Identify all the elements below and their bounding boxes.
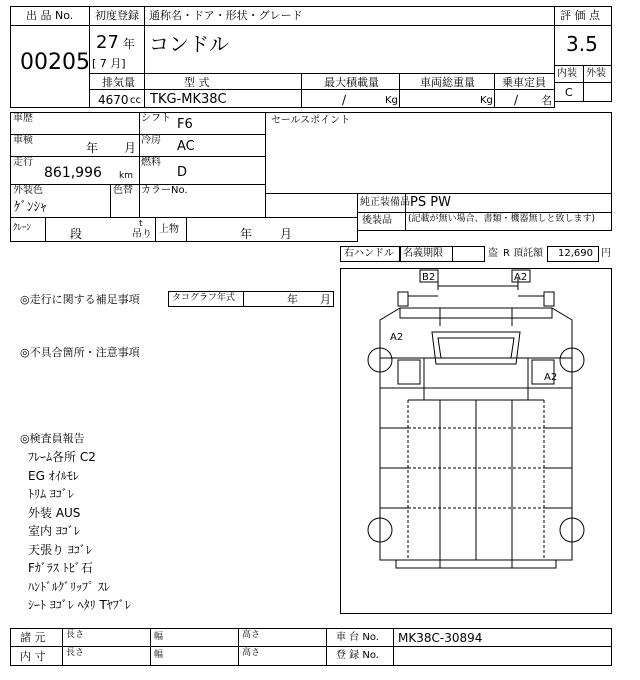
color-code-label: カラーNo. bbox=[141, 185, 188, 196]
aircon-value: AC bbox=[177, 139, 195, 154]
capacity-label: 乗車定員 bbox=[502, 76, 546, 89]
max-load-value: / bbox=[342, 93, 347, 107]
inspector-report-label: ◎検査員報告 bbox=[20, 432, 85, 445]
odometer-unit: 円 bbox=[601, 248, 611, 259]
cc-unit: cc bbox=[130, 95, 141, 106]
inspection-year-unit: 年 bbox=[86, 141, 99, 155]
odometer-label: R 頂託額 bbox=[503, 248, 544, 259]
inspection-label: 車検 bbox=[13, 135, 33, 146]
registration-number-label: 登 録 No. bbox=[336, 650, 379, 661]
sales-points-label: セールスポイント bbox=[271, 115, 351, 126]
model-label: 型 式 bbox=[184, 76, 210, 89]
inspection-month-unit: 月 bbox=[124, 141, 137, 155]
history-label: 車歴 bbox=[13, 113, 33, 124]
odometer-prefix: 盗 bbox=[488, 248, 498, 259]
interior-grade-label: 内装 bbox=[557, 68, 577, 79]
gross-weight-unit: Kg bbox=[480, 95, 493, 106]
first-registration-label: 初度登録 bbox=[95, 9, 139, 22]
genuine-equipment-label: 純正装備品 bbox=[360, 197, 410, 208]
color-change-label: 色替 bbox=[113, 185, 133, 196]
handle-position: 右ハンドル bbox=[344, 248, 394, 259]
tachograph-label: タコグラフ年式 bbox=[172, 293, 236, 303]
fuel-value: D bbox=[177, 165, 188, 180]
aftermarket-note: (記載が無い場合、書類・機器無しと致します) bbox=[408, 214, 596, 224]
lot-number-label: 出 品 No. bbox=[26, 9, 74, 22]
shift-value: F6 bbox=[177, 117, 193, 132]
displacement-label: 排気量 bbox=[102, 76, 135, 89]
color-label: 外装色 bbox=[13, 185, 43, 196]
truck-diagram bbox=[340, 268, 612, 614]
damage-mark-a2-side: A2 bbox=[544, 372, 558, 383]
boarding-label: 上物 bbox=[159, 224, 179, 235]
interior-grade: C bbox=[565, 86, 573, 99]
crane-box bbox=[10, 217, 358, 242]
person-unit: 名 bbox=[541, 94, 552, 107]
tachograph-month-unit: 月 bbox=[320, 293, 331, 306]
color-value: ｹﾞﾝｼｬ bbox=[14, 200, 47, 215]
lot-number: 00205 bbox=[20, 50, 90, 75]
driving-notes-label: ◎走行に関する補足事項 bbox=[20, 293, 140, 306]
inspector-report-item: Fｶﾞﾗｽ ﾄﾋﾞ石 bbox=[28, 561, 93, 575]
damage-mark-b2-top: B2 bbox=[422, 272, 436, 283]
first-registration-month: [ 7 月] bbox=[92, 57, 126, 70]
damage-mark-a2-cab: A2 bbox=[390, 332, 404, 343]
inner-height-label: 高さ bbox=[242, 648, 261, 658]
mileage-value: 861,996 bbox=[44, 165, 102, 181]
km-unit: km bbox=[119, 171, 133, 181]
exterior-grade-label: 外装 bbox=[586, 68, 606, 79]
chassis-number-label: 車 台 No. bbox=[336, 632, 379, 643]
tachograph-year-unit: 年 bbox=[287, 293, 298, 306]
spec-height-label: 高さ bbox=[242, 630, 261, 640]
inspector-report-list bbox=[28, 448, 131, 615]
score-label: 評 価 点 bbox=[560, 9, 600, 22]
footer-table bbox=[10, 628, 612, 666]
boarding-year-unit: 年 bbox=[240, 227, 253, 241]
chassis-number: MK38C-30894 bbox=[398, 631, 483, 645]
model-value: TKG-MK38C bbox=[150, 92, 227, 107]
crane-stage-unit: 段 bbox=[70, 227, 83, 241]
first-registration-year: 27 bbox=[96, 32, 119, 53]
inspector-report-item: EG ｵｲﾙﾓﾚ bbox=[28, 468, 79, 483]
inner-length-label: 長さ bbox=[66, 648, 85, 658]
specs-label: 諸 元 bbox=[20, 631, 46, 644]
genuine-equipment: PS PW bbox=[410, 195, 451, 210]
inspector-report-item: 室内 ﾖｺﾞﾚ bbox=[28, 524, 80, 538]
defect-notes-label: ◎不具合箇所・注意事項 bbox=[20, 346, 140, 359]
inspector-report-item: 外装 AUS bbox=[28, 505, 81, 520]
inspector-report-item: ﾄﾘﾑ ﾖｺﾞﾚ bbox=[28, 487, 74, 501]
spec-length-label: 長さ bbox=[66, 630, 85, 640]
inspector-report-item: ｼｰﾄ ﾖｺﾞﾚ ﾍﾀﾘ Tﾔﾌﾞﾚ bbox=[28, 598, 131, 612]
score-value: 3.5 bbox=[566, 32, 598, 56]
displacement-value: 4670 bbox=[98, 93, 129, 107]
year-unit: 年 bbox=[123, 37, 136, 51]
damage-mark-a2-top: A2 bbox=[514, 272, 528, 283]
inspector-report-item: 天張り ﾖｺﾞﾚ bbox=[28, 542, 92, 557]
capacity-value: / bbox=[514, 93, 519, 107]
max-load-unit: Kg bbox=[385, 95, 398, 106]
gross-weight-label: 車両総重量 bbox=[420, 76, 475, 89]
crane-label: ｸﾚｰﾝ bbox=[13, 223, 32, 233]
vehicle-name: コンドル bbox=[149, 32, 229, 56]
odometer-value: 12,690 bbox=[558, 248, 593, 259]
fuel-label: 燃料 bbox=[141, 157, 161, 168]
aircon-label: 冷房 bbox=[141, 135, 161, 146]
max-load-label: 最大積載量 bbox=[324, 76, 379, 89]
inner-width-label: 幅 bbox=[154, 650, 164, 660]
crane-lift-unit: 吊り bbox=[132, 229, 152, 240]
mileage-label: 走行 bbox=[13, 157, 33, 168]
shift-label: シフト bbox=[141, 113, 171, 124]
inspector-report-item: ﾊﾝﾄﾞﾙｸﾞﾘｯﾌﾟ ｽﾚ bbox=[28, 579, 110, 594]
spec-width-label: 幅 bbox=[154, 632, 164, 642]
crane-ton-unit: t bbox=[139, 219, 143, 229]
boarding-month-unit: 月 bbox=[280, 227, 293, 241]
inner-dimensions-label: 内 寸 bbox=[20, 650, 46, 663]
vehicle-name-label: 通称名・ドア・形状・グレード bbox=[149, 9, 303, 22]
aftermarket-label: 後装品 bbox=[362, 215, 392, 226]
inspector-report-item: ﾌﾚｰﾑ各所 C2 bbox=[28, 450, 96, 464]
title-period-label: 名義期限 bbox=[403, 248, 443, 259]
